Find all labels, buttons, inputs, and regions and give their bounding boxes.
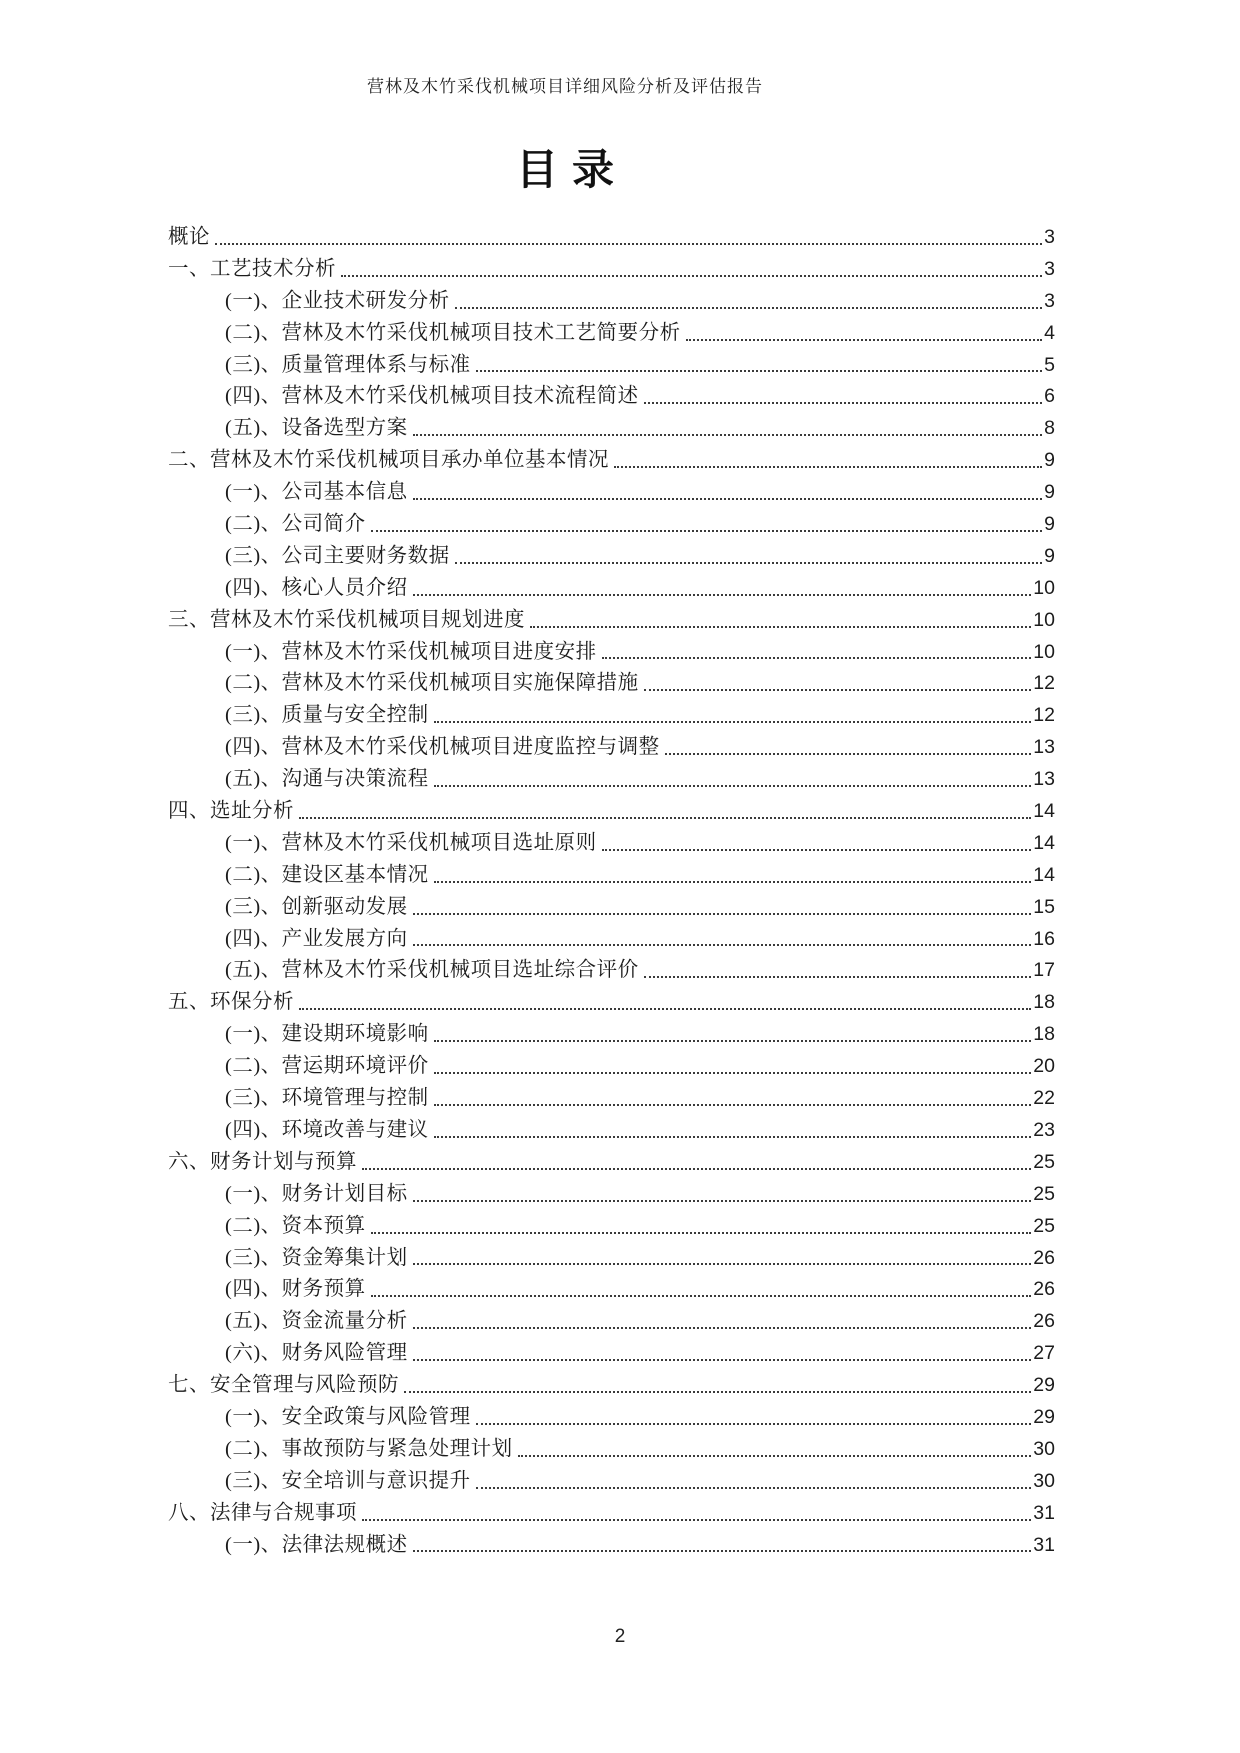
toc-dot-leader bbox=[455, 307, 1042, 309]
toc-entry-label: (四)、营林及木竹采伐机械项目技术流程简述 bbox=[225, 385, 639, 408]
toc-dot-leader bbox=[413, 594, 1032, 596]
toc-entry[interactable] bbox=[168, 955, 1055, 987]
toc-entry-page: 30 bbox=[1033, 1437, 1055, 1460]
toc-dot-leader bbox=[644, 689, 1032, 691]
toc-entry-label: (四)、产业发展方向 bbox=[225, 927, 408, 950]
toc-entry-label: (三)、环境管理与控制 bbox=[225, 1087, 429, 1110]
toc-entry-page: 31 bbox=[1033, 1501, 1055, 1524]
toc-entry[interactable] bbox=[168, 1083, 1055, 1115]
toc-dot-leader bbox=[404, 1391, 1031, 1393]
toc-dot-leader bbox=[215, 243, 1042, 245]
toc-entry[interactable] bbox=[168, 222, 1055, 254]
toc-entry[interactable] bbox=[168, 318, 1055, 350]
toc-entry-page: 18 bbox=[1033, 991, 1055, 1014]
toc-dot-leader bbox=[413, 944, 1032, 946]
toc-dot-leader bbox=[644, 976, 1032, 978]
toc-entry[interactable] bbox=[168, 1306, 1055, 1338]
toc-entry-label: (五)、沟通与决策流程 bbox=[225, 768, 429, 791]
toc-entry-page: 25 bbox=[1033, 1182, 1055, 1205]
toc-dot-leader bbox=[413, 1550, 1032, 1552]
toc-entry-page: 18 bbox=[1033, 1023, 1055, 1046]
toc-entry-page: 10 bbox=[1033, 608, 1055, 631]
toc-dot-leader bbox=[362, 1519, 1031, 1521]
toc-entry-label: (一)、财务计划目标 bbox=[225, 1182, 408, 1205]
toc-entry-label: (二)、营林及木竹采伐机械项目技术工艺简要分析 bbox=[225, 321, 681, 344]
toc-dot-leader bbox=[362, 1168, 1031, 1170]
toc-entry[interactable] bbox=[168, 477, 1055, 509]
toc-entry[interactable] bbox=[168, 445, 1055, 477]
toc-dot-leader bbox=[299, 817, 1031, 819]
toc-entry-page: 30 bbox=[1033, 1469, 1055, 1492]
toc-dot-leader bbox=[602, 657, 1032, 659]
toc-entry-page: 4 bbox=[1044, 321, 1055, 344]
toc-entry[interactable] bbox=[168, 413, 1055, 445]
toc-dot-leader bbox=[434, 1104, 1032, 1106]
toc-entry-page: 5 bbox=[1044, 353, 1055, 376]
toc-entry-page: 31 bbox=[1033, 1533, 1055, 1556]
toc-dot-leader bbox=[299, 1008, 1031, 1010]
toc-entry-page: 14 bbox=[1033, 863, 1055, 886]
toc-entry[interactable] bbox=[168, 860, 1055, 892]
toc-entry[interactable] bbox=[168, 541, 1055, 573]
toc-dot-leader bbox=[530, 626, 1031, 628]
toc-entry[interactable] bbox=[168, 1147, 1055, 1179]
toc-dot-leader bbox=[371, 1232, 1032, 1234]
toc-entry[interactable] bbox=[168, 668, 1055, 700]
toc-entry-label: 二、营林及木竹采伐机械项目承办单位基本情况 bbox=[168, 449, 609, 472]
toc-entry[interactable] bbox=[168, 732, 1055, 764]
toc-entry-page: 8 bbox=[1044, 417, 1055, 440]
toc-dot-leader bbox=[413, 434, 1042, 436]
toc-entry-page: 3 bbox=[1044, 289, 1055, 312]
toc-entry[interactable] bbox=[168, 573, 1055, 605]
toc-entry[interactable] bbox=[168, 1498, 1055, 1530]
toc-entry-label: (二)、建设区基本情况 bbox=[225, 863, 429, 886]
toc-entry-page: 13 bbox=[1033, 768, 1055, 791]
toc-entry-page: 3 bbox=[1044, 257, 1055, 280]
toc-entry-page: 3 bbox=[1044, 226, 1055, 248]
toc-entry-page: 22 bbox=[1033, 1087, 1055, 1110]
toc-dot-leader bbox=[371, 1295, 1032, 1297]
toc-entry[interactable] bbox=[168, 1338, 1055, 1370]
toc-entry[interactable] bbox=[168, 828, 1055, 860]
toc-dot-leader bbox=[413, 1200, 1032, 1202]
toc-dot-leader bbox=[434, 721, 1032, 723]
toc-entry-label: 五、环保分析 bbox=[168, 991, 294, 1014]
toc-entry-label: (一)、安全政策与风险管理 bbox=[225, 1405, 471, 1428]
toc-entry-page: 14 bbox=[1033, 831, 1055, 854]
toc-entry-page: 9 bbox=[1044, 481, 1055, 504]
toc-entry-page: 13 bbox=[1033, 736, 1055, 759]
toc-entry-page: 20 bbox=[1033, 1055, 1055, 1078]
toc-entry[interactable] bbox=[168, 254, 1055, 286]
toc-entry-label: (一)、企业技术研发分析 bbox=[225, 289, 450, 312]
toc bbox=[168, 222, 1055, 1561]
toc-entry[interactable] bbox=[168, 1434, 1055, 1466]
toc-dot-leader bbox=[434, 1040, 1032, 1042]
toc-entry-page: 26 bbox=[1033, 1310, 1055, 1333]
toc-dot-leader bbox=[341, 275, 1042, 277]
toc-entry-page: 9 bbox=[1044, 513, 1055, 536]
toc-dot-leader bbox=[413, 913, 1032, 915]
toc-entry-page: 25 bbox=[1033, 1150, 1055, 1173]
page-header: 营林及木竹采伐机械项目详细风险分析及评估报告 bbox=[367, 77, 763, 96]
toc-entry-label: 六、财务计划与预算 bbox=[168, 1150, 357, 1173]
toc-entry-label: (一)、建设期环境影响 bbox=[225, 1023, 429, 1046]
toc-entry-label: (三)、质量管理体系与标准 bbox=[225, 353, 471, 376]
toc-entry-page: 17 bbox=[1033, 959, 1055, 982]
toc-entry-page: 9 bbox=[1044, 544, 1055, 567]
toc-entry-page: 10 bbox=[1033, 640, 1055, 663]
toc-entry[interactable] bbox=[168, 286, 1055, 318]
toc-entry-label: (二)、营林及木竹采伐机械项目实施保障措施 bbox=[225, 672, 639, 695]
toc-dot-leader bbox=[455, 562, 1042, 564]
toc-dot-leader bbox=[413, 1359, 1032, 1361]
toc-entry-page: 15 bbox=[1033, 895, 1055, 918]
toc-entry-page: 16 bbox=[1033, 927, 1055, 950]
page-footer-number: 2 bbox=[614, 1626, 626, 1647]
toc-entry-label: (三)、质量与安全控制 bbox=[225, 704, 429, 727]
toc-dot-leader bbox=[476, 1423, 1032, 1425]
toc-dot-leader bbox=[434, 1136, 1032, 1138]
toc-dot-leader bbox=[476, 1487, 1032, 1489]
toc-dot-leader bbox=[371, 530, 1042, 532]
toc-entry[interactable] bbox=[168, 1274, 1055, 1306]
toc-entry-label: (二)、营运期环境评价 bbox=[225, 1055, 429, 1078]
toc-entry[interactable] bbox=[168, 1019, 1055, 1051]
toc-entry-label: (一)、公司基本信息 bbox=[225, 481, 408, 504]
toc-entry-page: 25 bbox=[1033, 1214, 1055, 1237]
toc-entry-page: 10 bbox=[1033, 576, 1055, 599]
toc-entry[interactable] bbox=[168, 1402, 1055, 1434]
toc-entry-label: (四)、环境改善与建议 bbox=[225, 1118, 429, 1141]
toc-entry-page: 9 bbox=[1044, 449, 1055, 472]
toc-entry[interactable] bbox=[168, 892, 1055, 924]
toc-dot-leader bbox=[434, 881, 1032, 883]
toc-entry[interactable] bbox=[168, 987, 1055, 1019]
toc-entry[interactable] bbox=[168, 1243, 1055, 1275]
toc-dot-leader bbox=[686, 339, 1042, 341]
toc-entry[interactable] bbox=[168, 637, 1055, 669]
toc-entry-page: 12 bbox=[1033, 704, 1055, 727]
toc-dot-leader bbox=[413, 1263, 1032, 1265]
toc-entry-label: (四)、财务预算 bbox=[225, 1278, 366, 1301]
toc-dot-leader bbox=[602, 849, 1032, 851]
toc-entry-label: (五)、营林及木竹采伐机械项目选址综合评价 bbox=[225, 959, 639, 982]
toc-entry-label: (五)、设备选型方案 bbox=[225, 417, 408, 440]
toc-dot-leader bbox=[413, 498, 1042, 500]
toc-entry-label: (一)、营林及木竹采伐机械项目进度安排 bbox=[225, 640, 597, 663]
toc-entry[interactable] bbox=[168, 796, 1055, 828]
toc-entry-page: 26 bbox=[1033, 1246, 1055, 1269]
toc-entry[interactable] bbox=[168, 1115, 1055, 1147]
toc-entry-page: 12 bbox=[1033, 672, 1055, 695]
toc-dot-leader bbox=[665, 753, 1032, 755]
toc-entry-label: 八、法律与合规事项 bbox=[168, 1501, 357, 1524]
toc-entry[interactable] bbox=[168, 381, 1055, 413]
toc-dot-leader bbox=[644, 402, 1042, 404]
toc-entry[interactable] bbox=[168, 1051, 1055, 1083]
toc-entry-page: 26 bbox=[1033, 1278, 1055, 1301]
toc-entry-label: (六)、财务风险管理 bbox=[225, 1342, 408, 1365]
toc-dot-leader bbox=[434, 1072, 1032, 1074]
toc-entry-label: (三)、安全培训与意识提升 bbox=[225, 1469, 471, 1492]
toc-entry-page: 14 bbox=[1033, 800, 1055, 823]
toc-entry-label: (五)、资金流量分析 bbox=[225, 1310, 408, 1333]
toc-entry-label: 七、安全管理与风险预防 bbox=[168, 1374, 399, 1397]
toc-entry[interactable] bbox=[168, 700, 1055, 732]
toc-entry-label: (四)、营林及木竹采伐机械项目进度监控与调整 bbox=[225, 736, 660, 759]
toc-entry-label: (二)、资本预算 bbox=[225, 1214, 366, 1237]
toc-dot-leader bbox=[413, 1327, 1032, 1329]
toc-entry-label: (四)、核心人员介绍 bbox=[225, 576, 408, 599]
toc-entry[interactable] bbox=[168, 509, 1055, 541]
toc-entry-label: (二)、事故预防与紧急处理计划 bbox=[225, 1437, 513, 1460]
toc-entry-label: (三)、创新驱动发展 bbox=[225, 895, 408, 918]
toc-dot-leader bbox=[476, 370, 1042, 372]
toc-entry[interactable] bbox=[168, 605, 1055, 637]
toc-entry-label: 概论 bbox=[168, 226, 210, 248]
toc-entry-label: 四、选址分析 bbox=[168, 800, 294, 823]
toc-entry-page: 27 bbox=[1033, 1342, 1055, 1365]
toc-entry-page: 23 bbox=[1033, 1118, 1055, 1141]
toc-entry[interactable] bbox=[168, 924, 1055, 956]
toc-entry[interactable] bbox=[168, 764, 1055, 796]
toc-entry-label: (三)、公司主要财务数据 bbox=[225, 544, 450, 567]
toc-entry[interactable] bbox=[168, 350, 1055, 382]
toc-entry-label: (一)、法律法规概述 bbox=[225, 1533, 408, 1556]
toc-entry[interactable] bbox=[168, 1466, 1055, 1498]
toc-entry-label: (一)、营林及木竹采伐机械项目选址原则 bbox=[225, 831, 597, 854]
toc-dot-leader bbox=[518, 1455, 1032, 1457]
toc-entry-page: 29 bbox=[1033, 1374, 1055, 1397]
toc-title: 目录 bbox=[515, 148, 628, 194]
toc-entry-page: 29 bbox=[1033, 1405, 1055, 1428]
toc-entry-page: 6 bbox=[1044, 385, 1055, 408]
toc-entry[interactable] bbox=[168, 1179, 1055, 1211]
toc-entry-label: 一、工艺技术分析 bbox=[168, 257, 336, 280]
toc-dot-leader bbox=[614, 466, 1042, 468]
toc-entry-label: (二)、公司简介 bbox=[225, 513, 366, 536]
toc-dot-leader bbox=[434, 785, 1032, 787]
toc-entry-label: 三、营林及木竹采伐机械项目规划进度 bbox=[168, 608, 525, 631]
toc-entry[interactable] bbox=[168, 1530, 1055, 1562]
toc-entry-label: (三)、资金筹集计划 bbox=[225, 1246, 408, 1269]
toc-entry[interactable] bbox=[168, 1370, 1055, 1402]
toc-entry[interactable] bbox=[168, 1211, 1055, 1243]
